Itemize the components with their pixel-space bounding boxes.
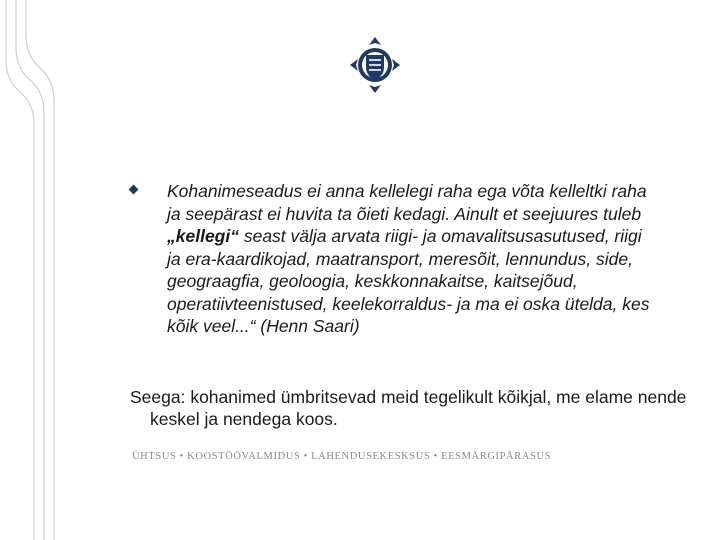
footer-motto: ÜHTSUS • KOOSTÖÖVALMIDUS • LAHENDUSEKESKSUS • EESMÄRGIPÄRASUS [132,451,552,462]
estonian-coat-of-arms-icon [348,35,402,95]
quote-bullet [130,180,650,338]
quote-text [167,180,650,338]
decorative-side-lines [0,0,60,540]
summary-paragraph: Seega: kohanimed ümbritsevad meid tegelikult kõikjal, me elame nende keskel ja nendega koos. [130,387,687,429]
bullet-diamond-icon [129,185,139,195]
quote-text-start: Kohanimeseadus ei anna kellelegi raha ega võta kelleltki raha ja seepärast ei huvita ta õieti kedagi. Ainult et seejuures tuleb [167,181,647,224]
quote-text-end: seast välja arvata riigi- ja omavalitsusasutused, riigi ja era-kaardikojad, maatransport, meresõit, lennundus, side, geograagfia, geoloogia, keskkonnakaitse, kaitsejõud, operatiivteenistused, keelekorraldus- ja ma ei oska ütelda, kes kõik veel...“ (Henn Saari) [167,226,650,336]
quote-text-bold: „kellegi“ [167,226,239,246]
